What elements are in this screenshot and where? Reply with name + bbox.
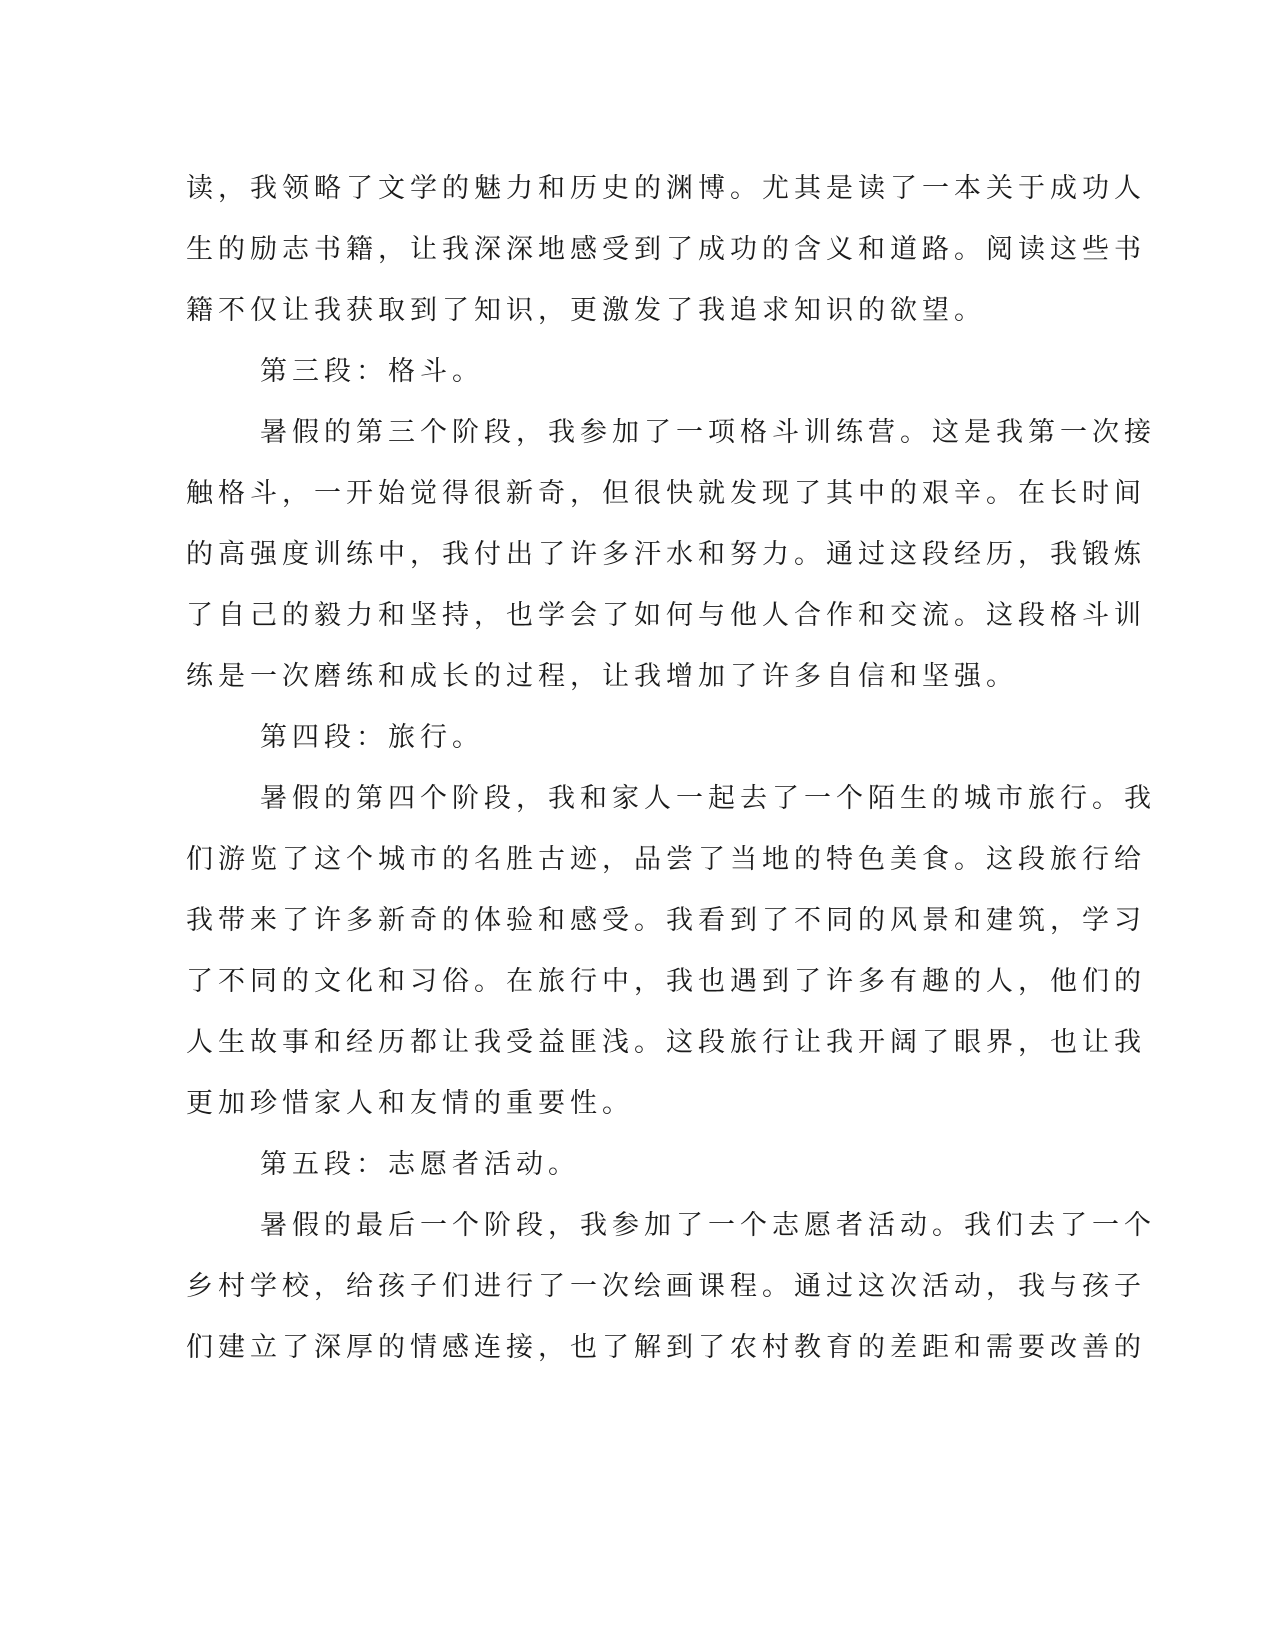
text-line: 人生故事和经历都让我受益匪浅。这段旅行让我开阔了眼界，也让我 [186, 1027, 1146, 1058]
text-line: 练是一次磨练和成长的过程，让我增加了许多自信和坚强。 [186, 661, 1018, 692]
paragraph-first-line: 暑假的最后一个阶段，我参加了一个志愿者活动。我们去了一个 [260, 1210, 1156, 1241]
text-line: 我带来了许多新奇的体验和感受。我看到了不同的风景和建筑，学习 [186, 905, 1146, 936]
paragraph-first-line: 暑假的第四个阶段，我和家人一起去了一个陌生的城市旅行。我 [260, 783, 1156, 814]
text-line: 了不同的文化和习俗。在旅行中，我也遇到了许多有趣的人，他们的 [186, 966, 1146, 997]
text-line: 触格斗，一开始觉得很新奇，但很快就发现了其中的艰辛。在长时间 [186, 478, 1146, 509]
text-line: 们游览了这个城市的名胜古迹，品尝了当地的特色美食。这段旅行给 [186, 844, 1146, 875]
text-line: 读，我领略了文学的魅力和历史的渊博。尤其是读了一本关于成功人 [186, 173, 1146, 204]
text-line: 乡村学校，给孩子们进行了一次绘画课程。通过这次活动，我与孩子 [186, 1271, 1146, 1302]
text-line: 更加珍惜家人和友情的重要性。 [186, 1088, 634, 1119]
text-line: 们建立了深厚的情感连接，也了解到了农村教育的差距和需要改善的 [186, 1332, 1146, 1363]
text-line: 生的励志书籍，让我深深地感受到了成功的含义和道路。阅读这些书 [186, 234, 1146, 265]
text-line: 了自己的毅力和坚持，也学会了如何与他人合作和交流。这段格斗训 [186, 600, 1146, 631]
text-line: 的高强度训练中，我付出了许多汗水和努力。通过这段经历，我锻炼 [186, 539, 1146, 570]
body-text [186, 158, 1156, 1378]
section-heading: 第三段：格斗。 [260, 356, 484, 387]
section-heading: 第四段：旅行。 [260, 722, 484, 753]
paragraph-first-line: 暑假的第三个阶段，我参加了一项格斗训练营。这是我第一次接 [260, 417, 1156, 448]
text-line: 籍不仅让我获取到了知识，更激发了我追求知识的欲望。 [186, 295, 986, 326]
section-heading: 第五段：志愿者活动。 [260, 1149, 580, 1180]
